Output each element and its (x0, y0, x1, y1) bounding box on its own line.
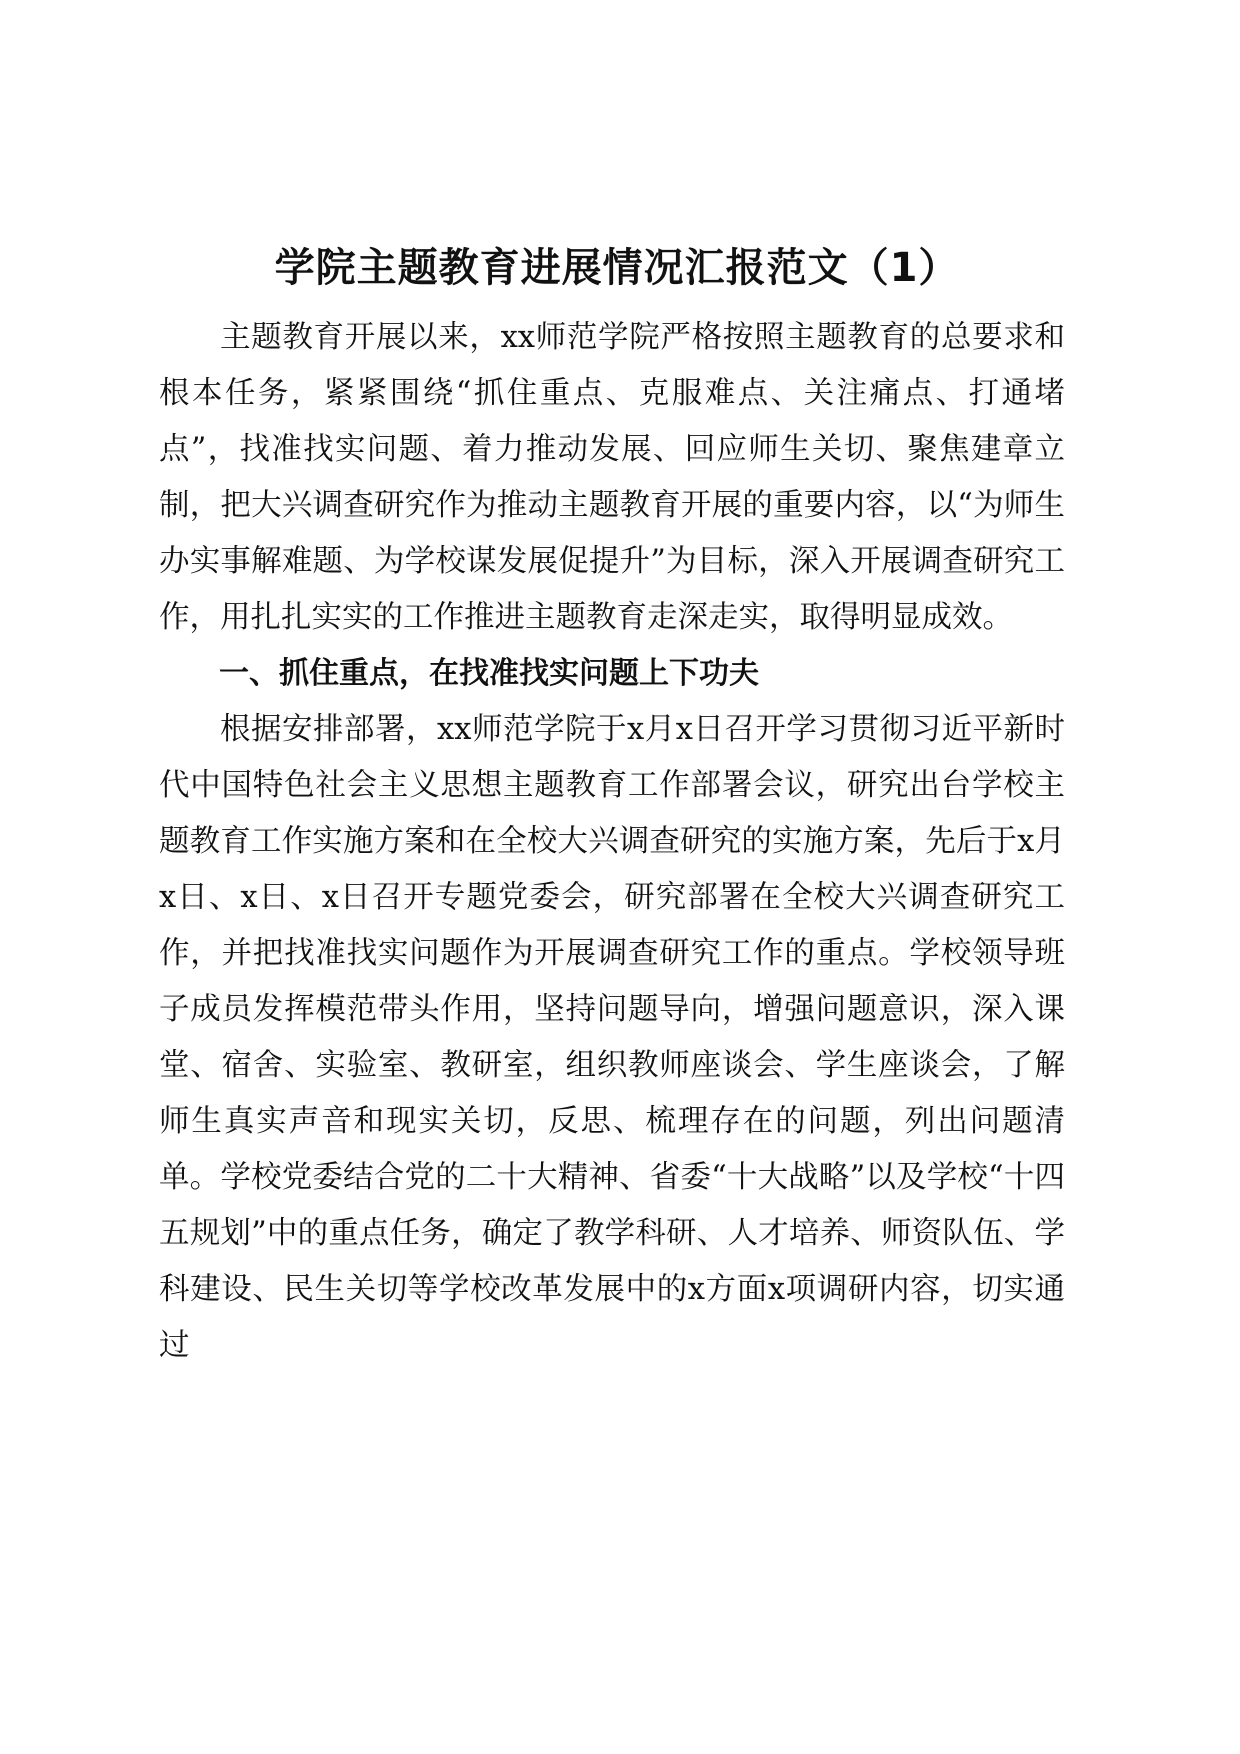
section-1-heading: 一、抓住重点，在找准找实问题上下功夫 (219, 656, 759, 691)
document-title: 学院主题教育进展情况汇报范文（1） (274, 245, 960, 291)
document-body (159, 310, 1065, 1374)
intro-paragraph: 主题教育开展以来，xx师范学院严格按照主题教育的总要求和根本任务，紧紧围绕“抓住重点、克服难点、关注痛点、打通堵点”，找准找实问题、着力推动发展、回应师生关切、聚焦建章立制，把大兴调查研究作为推动主题教育开展的重要内容，以“为师生办实事解难题、为学校谋发展促提升”为目标，深入开展调查研究工作，用扎扎实实的工作推进主题教育走深走实，取得明显成效。 (159, 320, 1065, 635)
section-1-paragraph: 根据安排部署，xx师范学院于x月x日召开学习贯彻习近平新时代中国特色社会主义思想主题教育工作部署会议，研究出台学校主题教育工作实施方案和在全校大兴调查研究的实施方案，先后于x月x日、x日、x日召开专题党委会，研究部署在全校大兴调查研究工作，并把找准找实问题作为开展调查研究工作的重点。学校领导班子成员发挥模范带头作用，坚持问题导向，增强问题意识，深入课堂、宿舍、实验室、教研室，组织教师座谈会、学生座谈会，了解师生真实声音和现实关切，反思、梳理存在的问题，列出问题清单。学校党委结合党的二十大精神、省委“十大战略”以及学校“十四五规划”中的重点任务，确定了教学科研、人才培养、师资队伍、学科建设、民生关切等学校改革发展中的x方面x项调研内容，切实通过 (159, 712, 1065, 1363)
